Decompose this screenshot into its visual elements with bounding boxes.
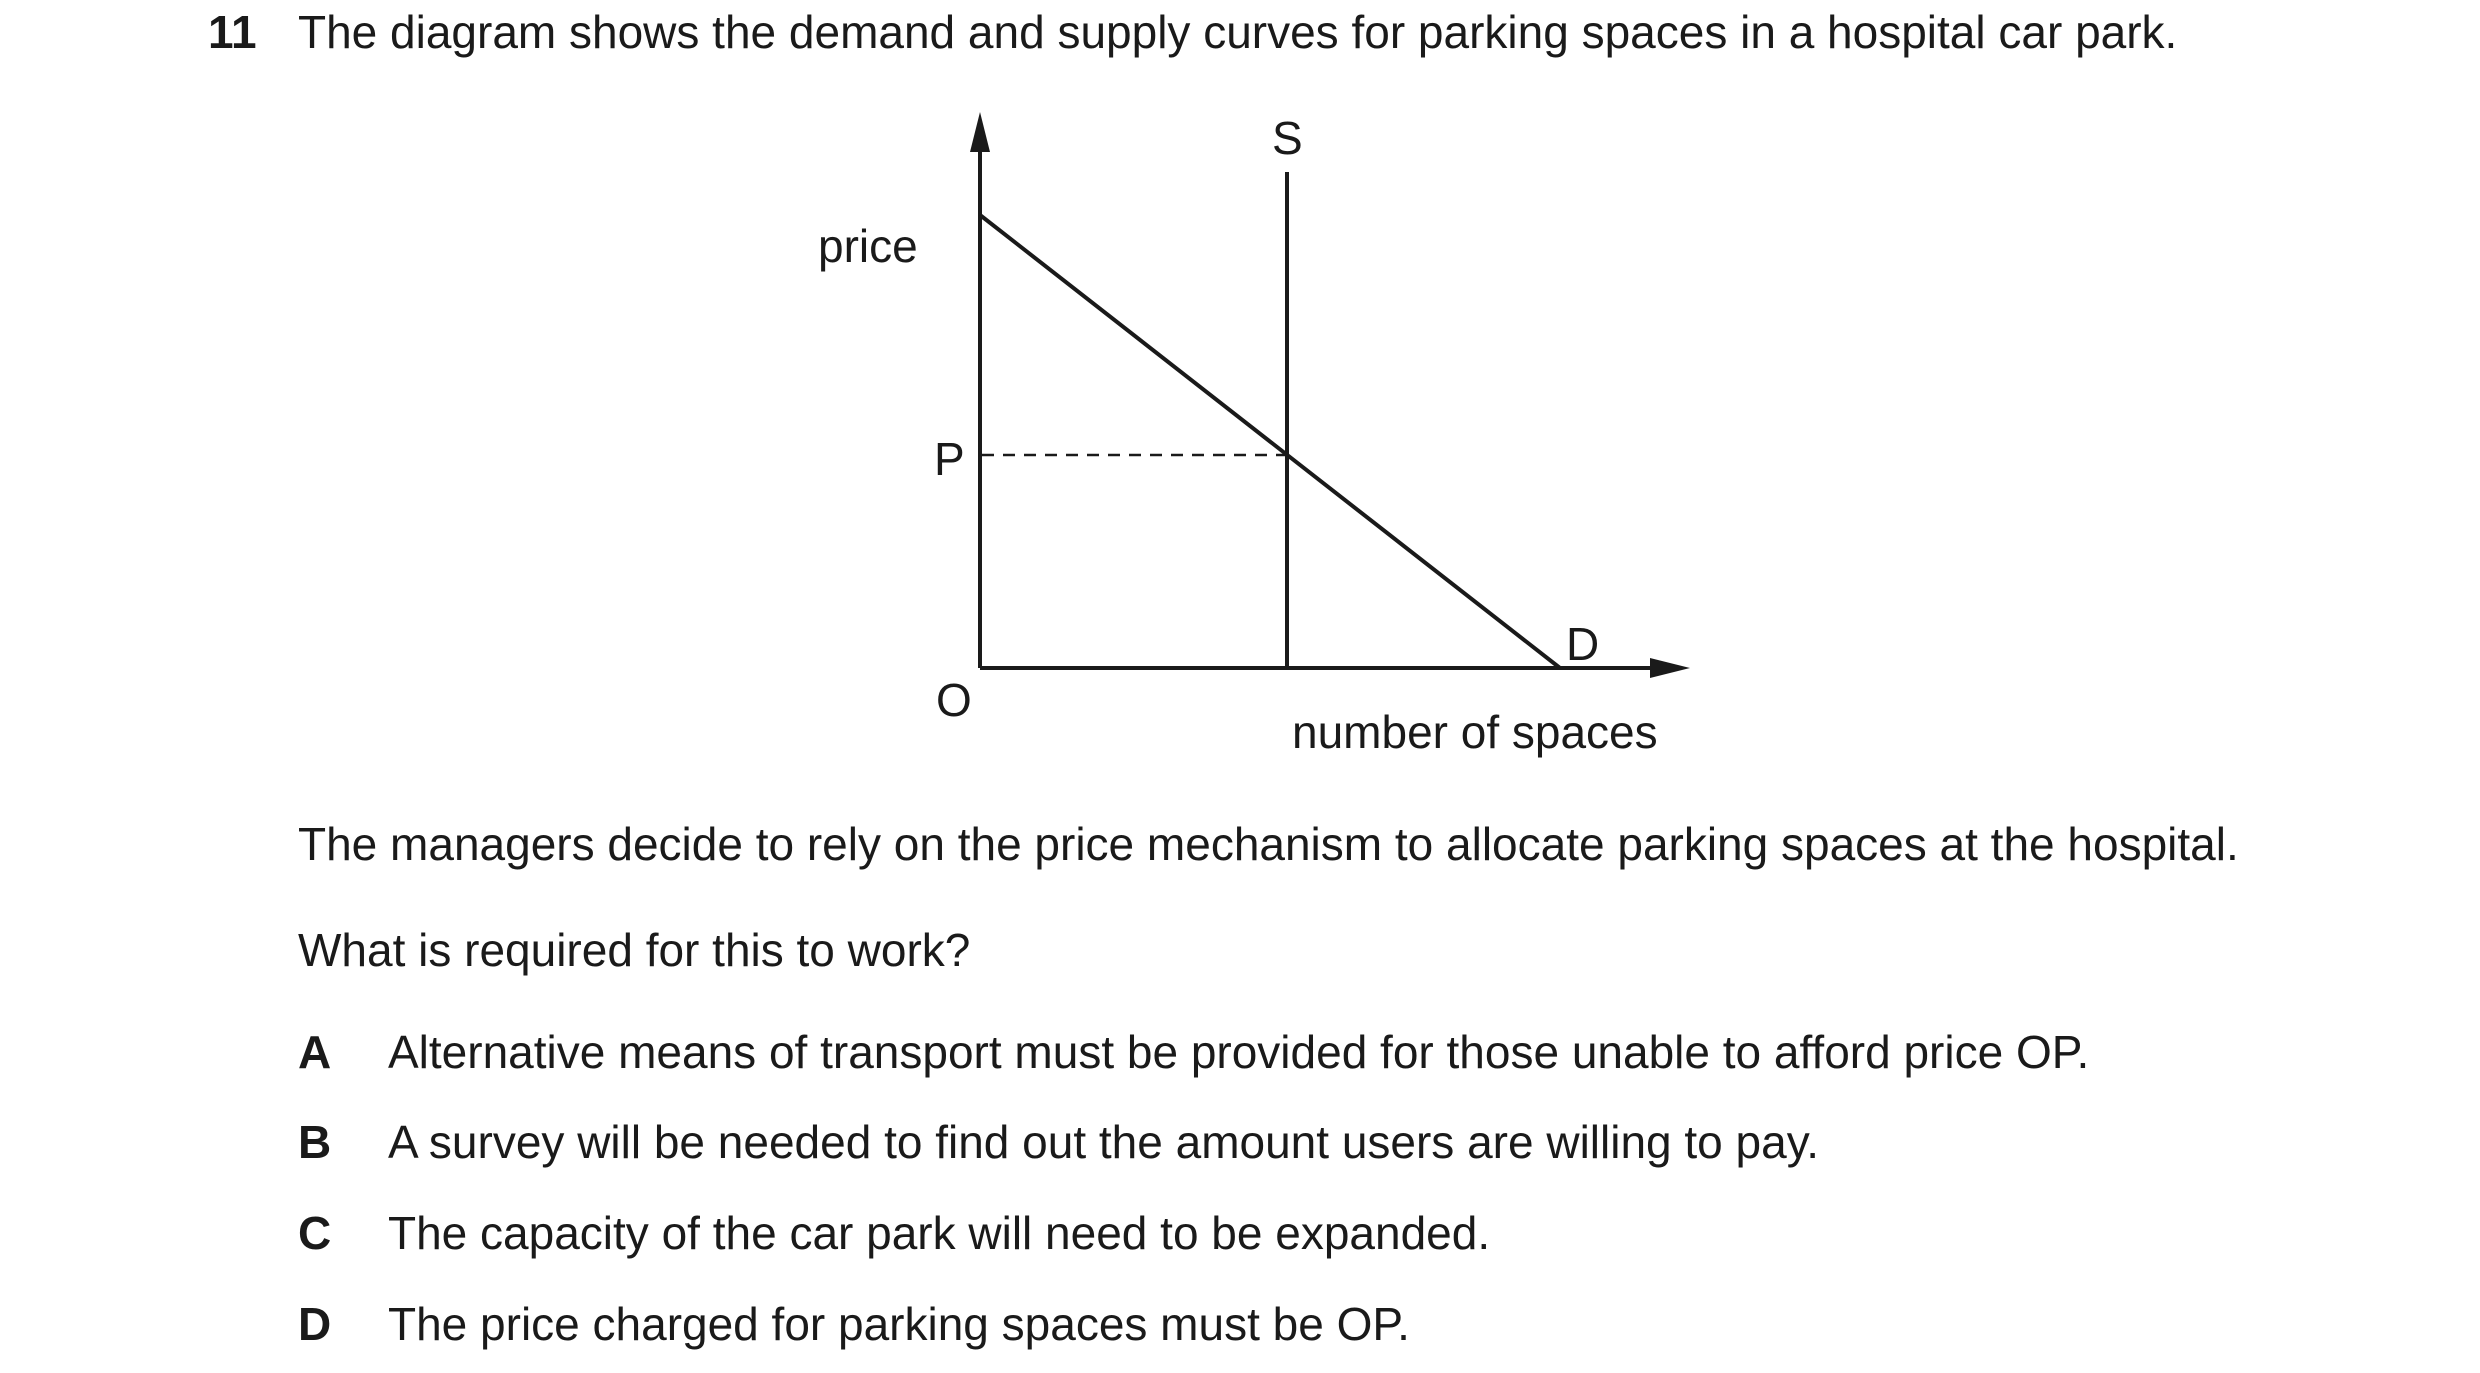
demand-label: D [1566,618,1600,670]
y-axis-label: price [818,220,918,272]
context-paragraph: The managers decide to rely on the price mechanism to allocate parking spaces at the hospital. [298,818,2239,870]
demand-curve [980,215,1560,668]
x-axis-label: number of spaces [1292,706,1658,758]
option-text: A survey will be needed to find out the amount users are willing to pay. [388,1116,1820,1168]
y-axis-arrowhead [970,112,990,152]
prompt-paragraph: What is required for this to work? [298,924,971,976]
option-text: The capacity of the car park will need to be expanded. [388,1207,1491,1259]
question-number: 11 [208,6,257,58]
supply-label: S [1272,112,1303,164]
option-letter: C [298,1207,332,1259]
option-text: The price charged for parking spaces must be OP. [388,1298,1410,1350]
option-text: Alternative means of transport must be provided for those unable to afford price OP. [388,1026,2090,1078]
option-letter: D [298,1298,332,1350]
option-letter: A [298,1026,332,1078]
price-label: P [934,433,965,485]
x-axis-arrowhead [1650,658,1690,678]
question-stem: The diagram shows the demand and supply curves for parking spaces in a hospital car park. [298,6,2178,58]
option-letter: B [298,1116,332,1168]
origin-label: O [936,674,972,726]
